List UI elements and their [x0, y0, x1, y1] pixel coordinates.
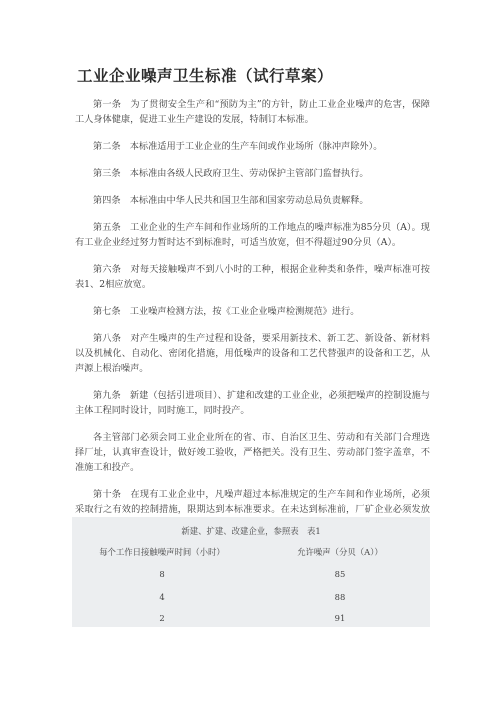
table-cell-db: 91: [334, 613, 346, 623]
table-cell-db: 88: [334, 592, 346, 602]
table-caption: 新建、扩建、改建企业，参照表 表1: [181, 526, 321, 536]
article-4: 第四条 本标准由中华人民共和国卫生部和国家劳动总局负责解释。: [93, 195, 369, 206]
table-cell-hours: 8: [159, 569, 165, 579]
article-8: 第八条 对产生噪声的生产过程和设备，要采用新技术、新工艺、新设备、新材料以及机械化、自动化、密闭化措施，用低噪声的设备和工艺代替强声的设备和工艺，从声源上根治噪声。: [75, 333, 430, 374]
article-9: 第九条 新建（包括引进项目）、扩建和改建的工业企业，必须把噪声的控制设施与主体工程同时设计，同时施工，同时投产。: [75, 390, 430, 416]
table-cell-db: 85: [334, 569, 346, 579]
article-2: 第二条 本标准适用于工业企业的生产车间或作业场所（脉冲声除外）。: [93, 141, 383, 152]
article-list: [75, 97, 430, 544]
article-3: 第三条 本标准由各级人民政府卫生、劳动保护主管部门监督执行。: [93, 168, 369, 179]
table-cell-hours: 2: [159, 613, 165, 623]
article-10: 第十条 在现有工业企业中，凡噪声超过本标准规定的生产车间和作业场所，必须采取行之有效的控制措施，限期达到本标准要求。在未达到标准前，厂矿企业必须发放: [75, 489, 430, 515]
table-row: [72, 569, 430, 585]
article-9-continued: 各主管部门必须会同工业企业所在的省、市、自治区卫生、劳动和有关部门合理选择厂址，认真审查设计，做好竣工验收，严格把关。没有卫生、劳动部门签字盖章，不准施工和投产。: [75, 432, 430, 473]
table-header-db: 允许噪声（分贝（A））: [297, 547, 383, 557]
table-row: [72, 592, 430, 608]
table-cell-hours: 4: [159, 592, 165, 602]
table-row: [72, 613, 430, 629]
article-7: 第七条 工业噪声检测方法，按《工业企业噪声检测规范》进行。: [93, 306, 360, 317]
document-title: 工业企业噪声卫生标准（试行草案）: [77, 67, 334, 85]
noise-exposure-table: [72, 517, 430, 627]
article-1: 第一条 为了贯彻安全生产和“预防为主”的方针，防止工业企业噪声的危害，保障工人身体健康，促进工业生产建设的发展，特制订本标准。: [75, 99, 430, 125]
article-5: 第五条 工业企业的生产车间和作业场所的工作地点的噪声标准为85分贝（A）。现有工业企业经过努力暂时达不到标准时，可适当放宽，但不得超过90分贝（A）。: [75, 222, 430, 248]
table-header-row: [72, 546, 430, 562]
article-6: 第六条 对每天接触噪声不到八小时的工种，根据企业种类和条件，噪声标准可按表1、2相应放宽。: [75, 264, 430, 290]
table-header-hours: 每个工作日接触噪声时间（小时）: [99, 547, 225, 557]
